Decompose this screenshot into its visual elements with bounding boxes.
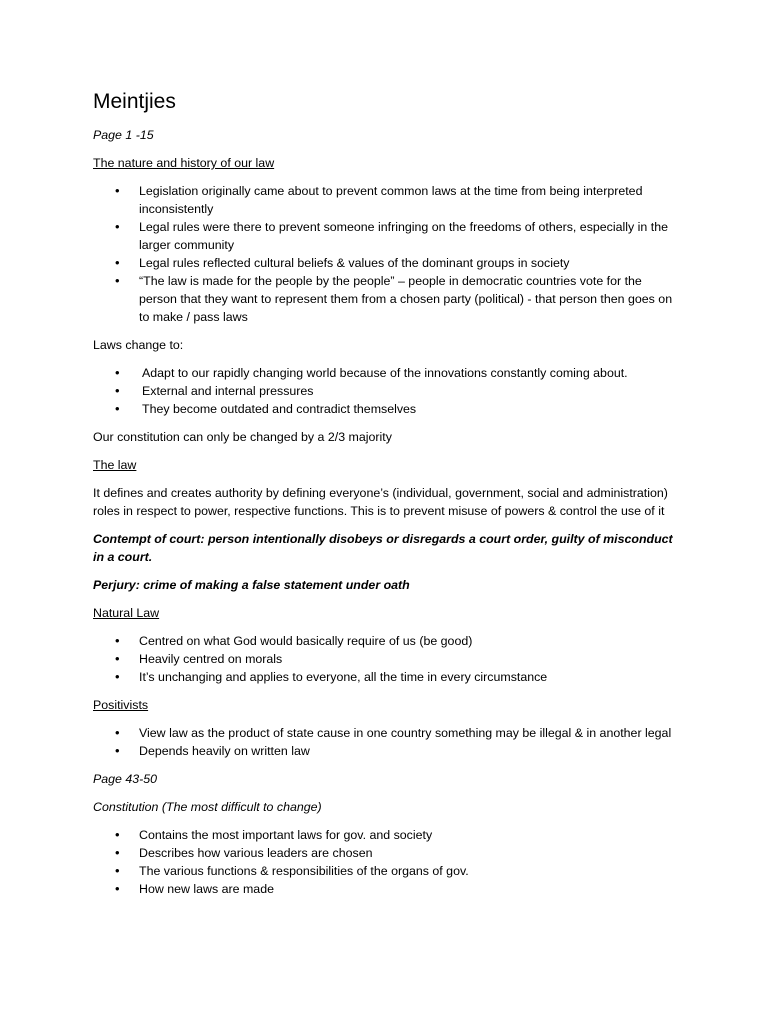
list-item: • Adapt to our rapidly changing world because of the innovations constantly coming about. — [93, 364, 683, 382]
definition-perjury: Perjury: crime of making a false statement under oath — [93, 578, 410, 592]
list-item: • Legislation originally came about to prevent common laws at the time from being interpreted inconsistently — [93, 182, 683, 218]
list-item: • The various functions & responsibilities of the organs of gov. — [93, 862, 683, 880]
section-heading-natural-law: Natural Law — [93, 606, 160, 620]
constitution-note: Our constitution can only be changed by a 2/3 majority — [93, 430, 392, 444]
document-title: Meintjies — [93, 90, 176, 113]
bullet-list-positivists — [93, 724, 683, 760]
definition-contempt: Contempt of court: person intentionally disobeys or disregards a court order, guilty of misconduct in a court. — [93, 532, 673, 564]
list-item: • Legal rules reflected cultural beliefs & values of the dominant groups in society — [93, 254, 683, 272]
section-heading-nature: The nature and history of our law — [93, 156, 275, 170]
document-page — [93, 88, 683, 908]
list-item: • Contains the most important laws for gov. and society — [93, 826, 683, 844]
list-item: • Heavily centred on morals — [93, 650, 683, 668]
bullet-list-constitution — [93, 826, 683, 898]
list-item: • Centred on what God would basically require of us (be good) — [93, 632, 683, 650]
list-item: • Depends heavily on written law — [93, 742, 683, 760]
bullet-list-nature — [93, 182, 683, 326]
section-heading-positivists: Positivists — [93, 698, 149, 712]
section-heading-constitution: Constitution (The most difficult to change) — [93, 800, 322, 814]
list-item: • View law as the product of state cause in one country something may be illegal & in another legal — [93, 724, 683, 742]
section-heading-law: The law — [93, 458, 137, 472]
list-item: • How new laws are made — [93, 880, 683, 898]
list-item: • External and internal pressures — [93, 382, 683, 400]
list-item: • Describes how various leaders are chosen — [93, 844, 683, 862]
bullet-list-laws-change — [93, 364, 683, 418]
list-item: • Legal rules were there to prevent someone infringing on the freedoms of others, especially in the larger community — [93, 218, 683, 254]
law-paragraph: It defines and creates authority by defining everyone’s (individual, government, social and administration) roles in respect to power, respective functions. This is to prevent misuse of powers & control the use of it — [93, 486, 668, 518]
list-item: • They become outdated and contradict themselves — [93, 400, 683, 418]
bullet-list-natural-law — [93, 632, 683, 686]
laws-change-intro: Laws change to: — [93, 338, 184, 352]
page-reference: Page 1 -15 — [93, 128, 154, 142]
list-item: • “The law is made for the people by the people” – people in democratic countries vote for the person that they want to represent them from a chosen party (political) - that person then goes on to make / pass laws — [93, 272, 683, 326]
page-reference: Page 43-50 — [93, 772, 158, 786]
list-item: • It’s unchanging and applies to everyone, all the time in every circumstance — [93, 668, 683, 686]
